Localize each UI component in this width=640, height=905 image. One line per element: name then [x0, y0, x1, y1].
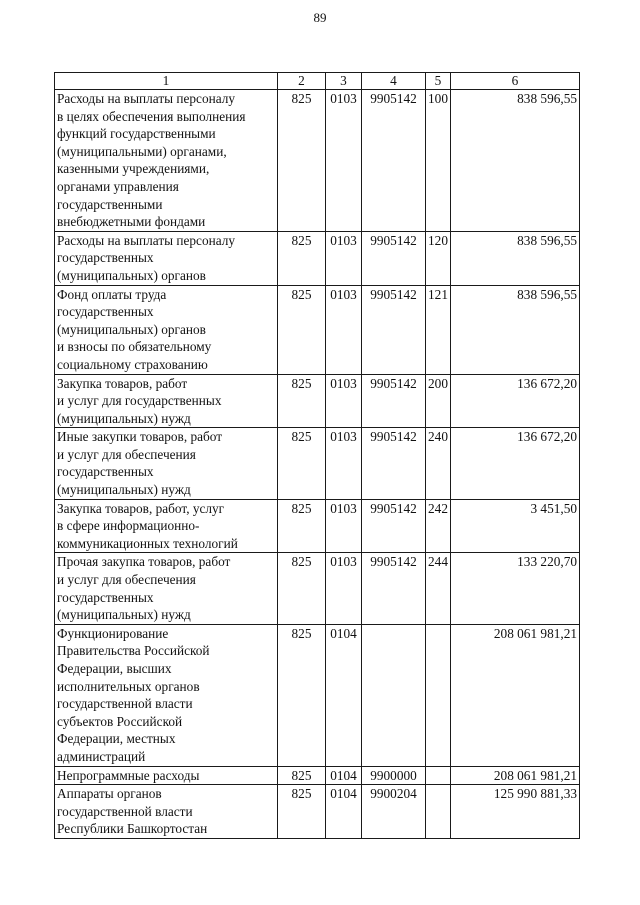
- target-article-code: 9905142: [362, 90, 426, 232]
- expense-name: [55, 624, 278, 766]
- expense-type-code: 240: [426, 428, 451, 499]
- expense-name-line: администраций: [57, 748, 146, 764]
- expense-name: [55, 428, 278, 499]
- expense-name-line: Прочая закупка товаров, работ: [57, 554, 231, 570]
- table-header: [55, 73, 580, 90]
- ministry-code: 825: [278, 499, 326, 553]
- expense-name-line: (муниципальных) нужд: [57, 482, 191, 498]
- expense-type-code: [426, 624, 451, 766]
- expense-name-line: Закупка товаров, работ, услуг: [57, 500, 225, 516]
- target-article-code: 9905142: [362, 285, 426, 374]
- expense-name-line: государственной власти: [57, 803, 193, 819]
- section-code: 0103: [326, 231, 362, 285]
- expense-type-code: 100: [426, 90, 451, 232]
- expense-name: [55, 785, 278, 839]
- expense-name-line: Фонд оплаты труда: [57, 286, 167, 302]
- table-body: [55, 90, 580, 839]
- target-article-code: 9905142: [362, 428, 426, 499]
- amount: 208 061 981,21: [451, 766, 580, 785]
- table-row: [55, 428, 580, 499]
- expense-name-line: и услуг для обеспечения: [57, 572, 196, 588]
- expense-name-line: субъектов Российской: [57, 713, 183, 729]
- expense-name-line: казенными учреждениями,: [57, 161, 210, 177]
- ministry-code: 825: [278, 785, 326, 839]
- expense-name-line: и услуг для обеспечения: [57, 446, 196, 462]
- expense-name-line: (муниципальных) органов: [57, 267, 206, 283]
- section-code: 0103: [326, 90, 362, 232]
- target-article-code: [362, 624, 426, 766]
- amount: 208 061 981,21: [451, 624, 580, 766]
- expense-name-line: государственных: [57, 250, 154, 266]
- column-header-2: 2: [278, 73, 326, 90]
- expense-name-line: Республики Башкортостан: [57, 821, 208, 837]
- table-row: [55, 90, 580, 232]
- expense-name-line: в сфере информационно-: [57, 518, 200, 534]
- expense-name-line: Закупка товаров, работ: [57, 375, 188, 391]
- expense-name-line: Расходы на выплаты персоналу: [57, 91, 236, 106]
- budget-table: [54, 72, 580, 839]
- amount: 838 596,55: [451, 90, 580, 232]
- amount: 838 596,55: [451, 285, 580, 374]
- expense-name-line: государственных: [57, 464, 154, 480]
- table-row: [55, 785, 580, 839]
- expense-name-line: государственными: [57, 196, 163, 212]
- expense-name-line: функций государственными: [57, 126, 216, 142]
- expense-name: [55, 553, 278, 624]
- expense-type-code: 244: [426, 553, 451, 624]
- section-code: 0103: [326, 285, 362, 374]
- section-code: 0104: [326, 624, 362, 766]
- expense-name-line: исполнительных органов: [57, 678, 200, 694]
- target-article-code: 9905142: [362, 553, 426, 624]
- expense-name-line: органами управления: [57, 178, 179, 194]
- table-row: [55, 553, 580, 624]
- column-header-1: 1: [55, 73, 278, 90]
- section-code: 0104: [326, 766, 362, 785]
- target-article-code: 9905142: [362, 374, 426, 428]
- expense-type-code: 120: [426, 231, 451, 285]
- ministry-code: 825: [278, 285, 326, 374]
- expense-name-line: внебюджетными фондами: [57, 214, 206, 230]
- table-row: [55, 374, 580, 428]
- expense-type-code: 121: [426, 285, 451, 374]
- column-header-4: 4: [362, 73, 426, 90]
- target-article-code: 9900000: [362, 766, 426, 785]
- expense-name-line: коммуникационных технологий: [57, 535, 238, 551]
- target-article-code: 9900204: [362, 785, 426, 839]
- expense-name-line: (муниципальными) органами,: [57, 143, 227, 159]
- expense-name: [55, 374, 278, 428]
- expense-name-line: государственных: [57, 589, 154, 605]
- ministry-code: 825: [278, 428, 326, 499]
- expense-name-line: Иные закупки товаров, работ: [57, 429, 223, 445]
- ministry-code: 825: [278, 624, 326, 766]
- expense-name-line: и взносы по обязательному: [57, 339, 212, 355]
- page-number: 89: [313, 10, 327, 25]
- table-row: [55, 766, 580, 785]
- expense-name-line: Аппараты органов: [57, 786, 162, 802]
- expense-type-code: [426, 785, 451, 839]
- expense-name-line: и услуг для государственных: [57, 393, 222, 409]
- ministry-code: 825: [278, 766, 326, 785]
- column-header-5: 5: [426, 73, 451, 90]
- section-code: 0103: [326, 374, 362, 428]
- expense-name: [55, 766, 278, 785]
- amount: 838 596,55: [451, 231, 580, 285]
- expense-name-line: (муниципальных) органов: [57, 321, 206, 337]
- amount: 125 990 881,33: [451, 785, 580, 839]
- expense-type-code: 200: [426, 374, 451, 428]
- ministry-code: 825: [278, 90, 326, 232]
- ministry-code: 825: [278, 553, 326, 624]
- section-code: 0103: [326, 499, 362, 553]
- table-row: [55, 231, 580, 285]
- expense-name-line: в целях обеспечения выполнения: [57, 108, 246, 124]
- amount: 136 672,20: [451, 428, 580, 499]
- expense-name-line: Правительства Российской: [57, 643, 210, 659]
- expense-name-line: Федерации, высших: [57, 661, 172, 676]
- expense-name-line: Расходы на выплаты персоналу: [57, 232, 236, 248]
- expense-name: [55, 499, 278, 553]
- amount: 3 451,50: [451, 499, 580, 553]
- column-header-3: 3: [326, 73, 362, 90]
- expense-name-line: социальному страхованию: [57, 356, 208, 372]
- column-header-6: 6: [451, 73, 580, 90]
- expense-name-line: Функционирование: [57, 625, 169, 641]
- section-code: 0103: [326, 428, 362, 499]
- expense-type-code: [426, 766, 451, 785]
- target-article-code: 9905142: [362, 499, 426, 553]
- ministry-code: 825: [278, 231, 326, 285]
- amount: 133 220,70: [451, 553, 580, 624]
- expense-type-code: 242: [426, 499, 451, 553]
- target-article-code: 9905142: [362, 231, 426, 285]
- expense-name-line: (муниципальных) нужд: [57, 410, 191, 426]
- table-row: [55, 499, 580, 553]
- table-row: [55, 624, 580, 766]
- section-code: 0103: [326, 553, 362, 624]
- expense-name: [55, 285, 278, 374]
- expense-name-line: государственной власти: [57, 696, 193, 712]
- expense-name-line: (муниципальных) нужд: [57, 607, 191, 623]
- expense-name-line: государственных: [57, 304, 154, 320]
- expense-name: [55, 231, 278, 285]
- expense-name: [55, 90, 278, 232]
- ministry-code: 825: [278, 374, 326, 428]
- amount: 136 672,20: [451, 374, 580, 428]
- expense-name-line: Непрограммные расходы: [57, 767, 200, 783]
- section-code: 0104: [326, 785, 362, 839]
- table-row: [55, 285, 580, 374]
- expense-name-line: Федерации, местных: [57, 731, 176, 747]
- header-row: [55, 73, 580, 90]
